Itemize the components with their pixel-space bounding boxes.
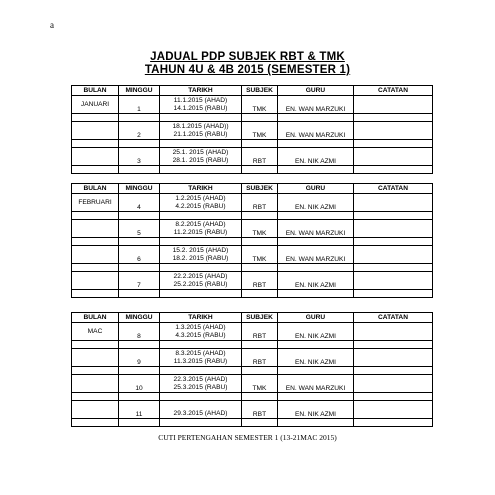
guru-cell: EN. WAN MARZUKI	[278, 246, 354, 264]
empty-cell	[278, 114, 354, 122]
tarikh-rabu: 29.3.2015 (AHAD)	[173, 409, 228, 417]
table-row	[72, 272, 433, 290]
empty-cell	[160, 367, 242, 375]
bulan-cell	[72, 349, 119, 367]
bulan-cell: MAC	[72, 323, 119, 341]
corner-mark: a	[50, 20, 54, 30]
spacer-row	[72, 238, 433, 246]
empty-cell	[72, 419, 119, 427]
column-header: CATATAN	[354, 86, 433, 96]
tarikh-cell	[160, 375, 242, 393]
guru-cell: EN. NIK AZMI	[278, 323, 354, 341]
footer-note: CUTI PERTENGAHAN SEMESTER 1 (13-21MAC 2015)	[158, 433, 337, 442]
spacer-row	[72, 367, 433, 375]
tarikh-ahad: 22.2.2015 (AHAD)	[173, 272, 228, 280]
empty-cell	[119, 419, 160, 427]
empty-cell	[119, 238, 160, 246]
tarikh-ahad: 15.2. 2015 (AHAD)	[172, 246, 229, 254]
empty-cell	[354, 166, 433, 174]
empty-cell	[354, 238, 433, 246]
spacer-row	[72, 290, 433, 298]
catatan-cell	[354, 194, 433, 212]
column-header: CATATAN	[354, 184, 433, 194]
column-header: BULAN	[72, 184, 119, 194]
catatan-cell	[354, 122, 433, 140]
empty-cell	[160, 114, 242, 122]
table-row	[72, 349, 433, 367]
column-header: MINGGU	[119, 86, 160, 96]
column-header: TARIKH	[160, 86, 242, 96]
tarikh-cell	[160, 323, 242, 341]
minggu-cell: 5	[119, 220, 160, 238]
bulan-cell: JANUARI	[72, 96, 119, 114]
tarikh-rabu: 11.3.2015 (RABU)	[173, 357, 228, 365]
empty-cell	[278, 419, 354, 427]
empty-cell	[119, 367, 160, 375]
guru-cell: EN. WAN MARZUKI	[278, 96, 354, 114]
catatan-cell	[354, 96, 433, 114]
catatan-cell	[354, 272, 433, 290]
column-header: GURU	[278, 184, 354, 194]
spacer-row	[72, 166, 433, 174]
empty-cell	[354, 367, 433, 375]
guru-cell: EN. WAN MARZUKI	[278, 375, 354, 393]
empty-cell	[278, 264, 354, 272]
empty-cell	[242, 393, 278, 401]
empty-cell	[278, 212, 354, 220]
subjek-cell: TMK	[242, 246, 278, 264]
empty-cell	[72, 114, 119, 122]
subjek-cell: RBT	[242, 272, 278, 290]
minggu-cell: 4	[119, 194, 160, 212]
schedule-table-2	[71, 312, 433, 427]
subjek-cell: RBT	[242, 323, 278, 341]
empty-cell	[160, 212, 242, 220]
tarikh-cell	[160, 272, 242, 290]
column-header: CATATAN	[354, 313, 433, 323]
guru-cell: EN. NIK AZMI	[278, 401, 354, 419]
subjek-cell: RBT	[242, 349, 278, 367]
empty-cell	[72, 166, 119, 174]
subjek-cell: TMK	[242, 96, 278, 114]
catatan-cell	[354, 375, 433, 393]
empty-cell	[72, 341, 119, 349]
document-subtitle: TAHUN 4U & 4B 2015 (SEMESTER 1)	[144, 64, 351, 76]
column-header: BULAN	[72, 86, 119, 96]
column-header: SUBJEK	[242, 313, 278, 323]
empty-cell	[354, 419, 433, 427]
empty-cell	[242, 367, 278, 375]
subjek-cell: TMK	[242, 220, 278, 238]
spacer-row	[72, 393, 433, 401]
tarikh-cell	[160, 122, 242, 140]
guru-cell: EN. NIK AZMI	[278, 148, 354, 166]
tarikh-ahad: 11.1.2015 (AHAD)	[173, 96, 228, 104]
empty-cell	[72, 264, 119, 272]
tarikh-rabu: 11.2.2015 (RABU)	[173, 228, 228, 236]
bulan-cell	[72, 401, 119, 419]
empty-cell	[119, 212, 160, 220]
empty-cell	[160, 341, 242, 349]
tarikh-cell	[160, 401, 242, 419]
empty-cell	[119, 393, 160, 401]
bulan-cell	[72, 246, 119, 264]
empty-cell	[242, 212, 278, 220]
tarikh-ahad: 1.2.2015 (AHAD)	[175, 194, 226, 202]
spacer-row	[72, 140, 433, 148]
empty-cell	[278, 393, 354, 401]
column-header: SUBJEK	[242, 86, 278, 96]
tarikh-ahad	[162, 402, 239, 410]
subjek-cell: TMK	[242, 375, 278, 393]
empty-cell	[119, 290, 160, 298]
empty-cell	[354, 290, 433, 298]
empty-cell	[72, 393, 119, 401]
catatan-cell	[354, 246, 433, 264]
tarikh-ahad: 8.2.2015 (AHAD)	[175, 220, 226, 228]
empty-cell	[119, 166, 160, 174]
minggu-cell: 3	[119, 148, 160, 166]
tarikh-rabu: 25.3.2015 (RABU)	[173, 383, 228, 391]
bulan-cell	[72, 122, 119, 140]
tarikh-ahad: 22.3.2015 (AHAD)	[173, 375, 228, 383]
spacer-row	[72, 264, 433, 272]
minggu-cell: 2	[119, 122, 160, 140]
column-header: TARIKH	[160, 313, 242, 323]
minggu-cell: 9	[119, 349, 160, 367]
empty-cell	[242, 341, 278, 349]
empty-cell	[278, 166, 354, 174]
empty-cell	[354, 140, 433, 148]
minggu-cell: 7	[119, 272, 160, 290]
table-row	[72, 148, 433, 166]
empty-cell	[242, 140, 278, 148]
tarikh-ahad: 8.3.2015 (AHAD)	[175, 349, 226, 357]
table-row	[72, 122, 433, 140]
empty-cell	[278, 238, 354, 246]
minggu-cell: 8	[119, 323, 160, 341]
table-row	[72, 401, 433, 419]
schedule-table-1	[71, 183, 433, 298]
tarikh-rabu: 18.2. 2015 (RABU)	[172, 254, 229, 262]
tarikh-cell	[160, 220, 242, 238]
bulan-cell	[72, 272, 119, 290]
empty-cell	[354, 341, 433, 349]
empty-cell	[72, 238, 119, 246]
catatan-cell	[354, 401, 433, 419]
guru-cell: EN. NIK AZMI	[278, 194, 354, 212]
empty-cell	[72, 140, 119, 148]
empty-cell	[160, 264, 242, 272]
minggu-cell: 11	[119, 401, 160, 419]
empty-cell	[354, 393, 433, 401]
tarikh-rabu: 4.3.2015 (RABU)	[175, 331, 226, 339]
tarikh-ahad: 1.3.2015 (AHAD)	[175, 323, 226, 331]
bulan-cell: FEBRUARI	[72, 194, 119, 212]
empty-cell	[354, 114, 433, 122]
spacer-row	[72, 419, 433, 427]
tarikh-ahad: 18.1.2015 (AHAD))	[172, 122, 229, 130]
catatan-cell	[354, 148, 433, 166]
empty-cell	[242, 114, 278, 122]
guru-cell: EN. WAN MARZUKI	[278, 220, 354, 238]
empty-cell	[278, 341, 354, 349]
table-row	[72, 220, 433, 238]
tarikh-cell	[160, 194, 242, 212]
column-header: BULAN	[72, 313, 119, 323]
tarikh-cell	[160, 349, 242, 367]
empty-cell	[242, 419, 278, 427]
subjek-cell: RBT	[242, 148, 278, 166]
guru-cell: EN. NIK AZMI	[278, 349, 354, 367]
guru-cell: EN. NIK AZMI	[278, 272, 354, 290]
guru-cell: EN. WAN MARZUKI	[278, 122, 354, 140]
empty-cell	[160, 166, 242, 174]
catatan-cell	[354, 349, 433, 367]
empty-cell	[160, 290, 242, 298]
minggu-cell: 6	[119, 246, 160, 264]
tarikh-rabu: 28.1. 2015 (RABU)	[172, 156, 229, 164]
bulan-cell	[72, 375, 119, 393]
tarikh-rabu: 14.1.2015 (RABU)	[173, 104, 228, 112]
bulan-cell	[72, 148, 119, 166]
spacer-row	[72, 114, 433, 122]
empty-cell	[160, 419, 242, 427]
empty-cell	[354, 264, 433, 272]
document-title: JADUAL PDP SUBJEK RBT & TMK	[150, 51, 345, 63]
schedule-table-0	[71, 85, 433, 174]
catatan-cell	[354, 323, 433, 341]
table-row	[72, 96, 433, 114]
empty-cell	[242, 166, 278, 174]
empty-cell	[119, 264, 160, 272]
table-row	[72, 246, 433, 264]
minggu-cell: 10	[119, 375, 160, 393]
empty-cell	[242, 290, 278, 298]
empty-cell	[242, 264, 278, 272]
bulan-cell	[72, 220, 119, 238]
catatan-cell	[354, 220, 433, 238]
tarikh-cell	[160, 148, 242, 166]
tarikh-cell	[160, 96, 242, 114]
empty-cell	[160, 393, 242, 401]
empty-cell	[119, 341, 160, 349]
table-row	[72, 375, 433, 393]
empty-cell	[72, 212, 119, 220]
minggu-cell: 1	[119, 96, 160, 114]
empty-cell	[119, 140, 160, 148]
subjek-cell: RBT	[242, 194, 278, 212]
subjek-cell: TMK	[242, 122, 278, 140]
empty-cell	[278, 367, 354, 375]
column-header: TARIKH	[160, 184, 242, 194]
empty-cell	[354, 212, 433, 220]
column-header: GURU	[278, 313, 354, 323]
empty-cell	[242, 238, 278, 246]
tarikh-cell	[160, 246, 242, 264]
spacer-row	[72, 212, 433, 220]
spacer-row	[72, 341, 433, 349]
tarikh-rabu: 25.2.2015 (RABU)	[173, 280, 228, 288]
table-row	[72, 323, 433, 341]
column-header: MINGGU	[119, 184, 160, 194]
empty-cell	[72, 290, 119, 298]
column-header: MINGGU	[119, 313, 160, 323]
empty-cell	[160, 140, 242, 148]
column-header: GURU	[278, 86, 354, 96]
empty-cell	[160, 238, 242, 246]
empty-cell	[119, 114, 160, 122]
table-row	[72, 194, 433, 212]
tarikh-ahad: 25.1. 2015 (AHAD)	[172, 148, 229, 156]
empty-cell	[72, 367, 119, 375]
empty-cell	[278, 290, 354, 298]
subjek-cell: RBT	[242, 401, 278, 419]
column-header: SUBJEK	[242, 184, 278, 194]
tarikh-rabu: 21.1.2015 (RABU)	[173, 130, 228, 138]
tarikh-rabu: 4.2.2015 (RABU)	[175, 202, 226, 210]
empty-cell	[278, 140, 354, 148]
